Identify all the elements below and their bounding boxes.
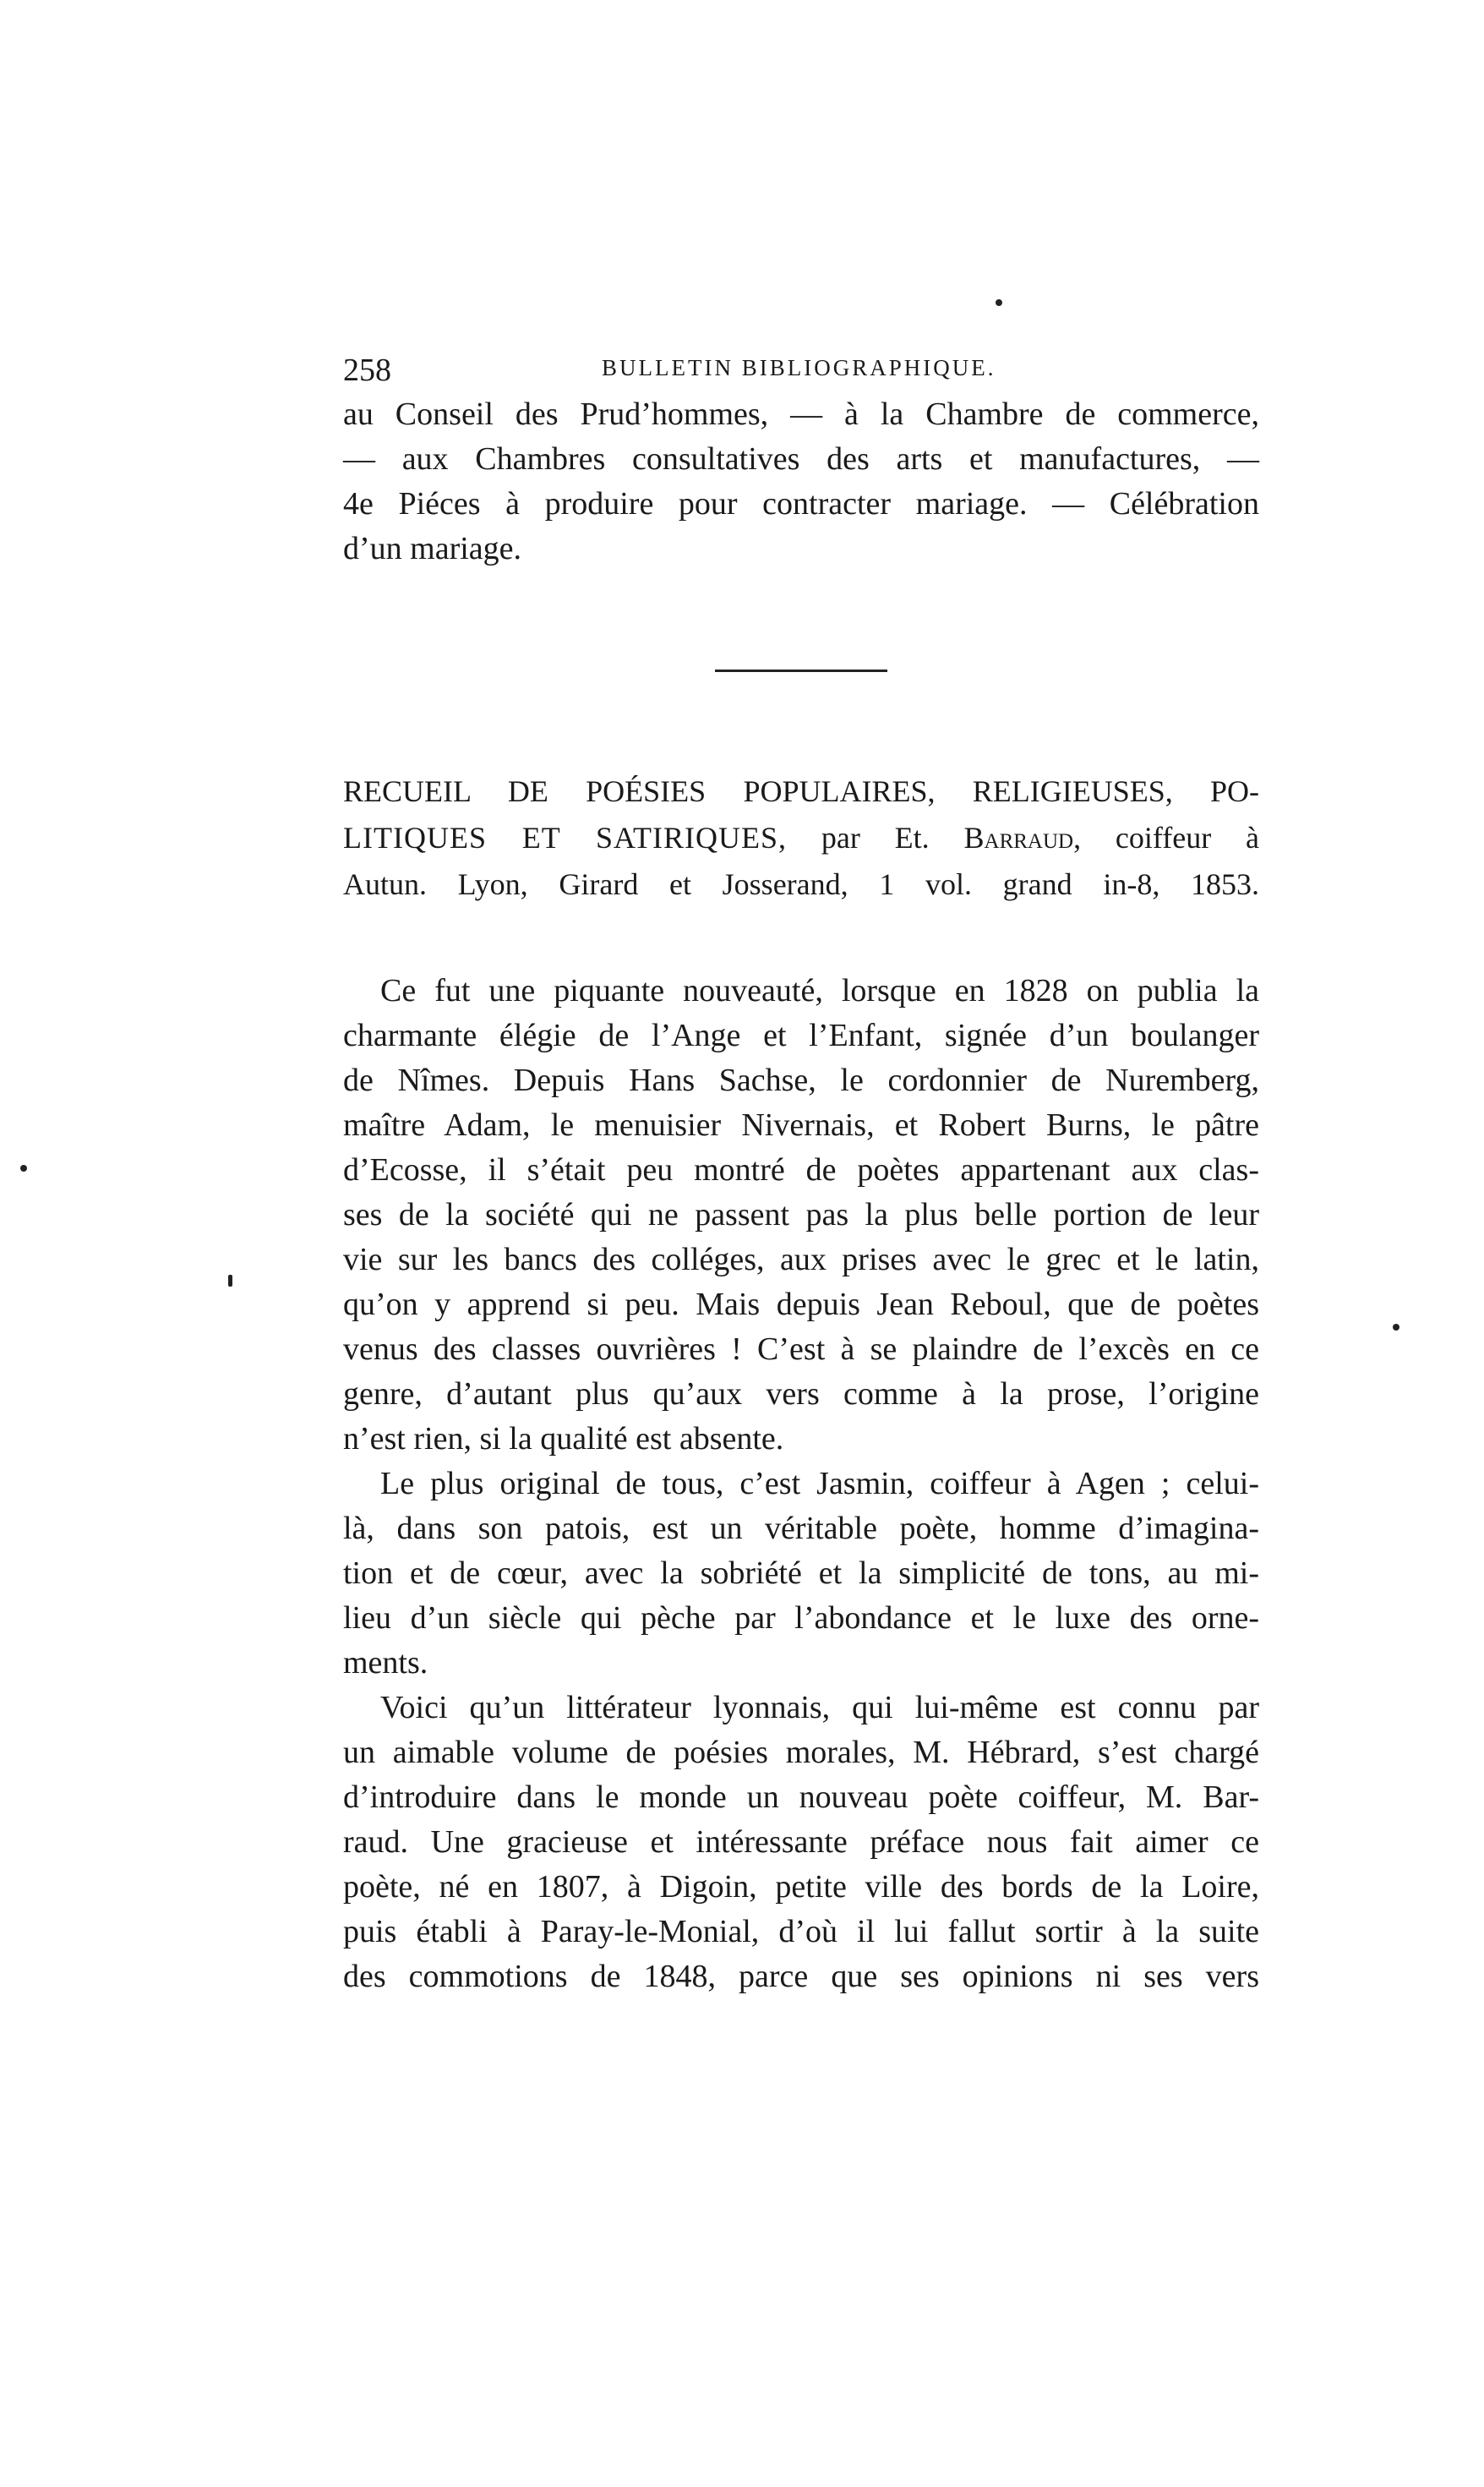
text-line: raud. Une gracieuse et intéressante préface nous fait aimer ce	[343, 1824, 1259, 1860]
spacer	[343, 908, 1259, 969]
title-caps: LITIQUES ET SATIRIQUES,	[343, 821, 787, 855]
title-line	[343, 815, 1259, 861]
page-number: 258	[343, 353, 391, 388]
text-line: puis établi à Paray-le-Monial, d’où il lui fallut sortir à la suite	[343, 1914, 1259, 1949]
review-title	[343, 768, 1259, 908]
section-divider	[715, 670, 887, 672]
text-line: charmante élégie de l’Ange et l’Enfant, signée d’un boulanger	[343, 1018, 1259, 1053]
text-line: tion et de cœur, avec la sobriété et la simplicité de tons, au mi-	[343, 1555, 1259, 1591]
text-line: lieu d’un siècle qui pèche par l’abondance et le luxe des orne-	[343, 1600, 1259, 1636]
text-line: ses de la société qui ne passent pas la plus belle portion de leur	[343, 1197, 1259, 1233]
text-line: d’un mariage.	[343, 531, 522, 566]
title-line: RECUEIL DE POÉSIES POPULAIRES, RELIGIEUSES, PO-	[343, 774, 1259, 808]
continuation-text	[343, 392, 1259, 571]
title-by: par Et.	[821, 821, 930, 855]
paragraph-1	[343, 969, 1259, 1462]
text-line: de Nîmes. Depuis Hans Sachse, le cordonnier de Nuremberg,	[343, 1063, 1259, 1098]
text-line: au Conseil des Prud’hommes, — à la Chambre de commerce,	[343, 396, 1259, 432]
text-line: vie sur les bancs des colléges, aux prises avec le grec et le latin,	[343, 1242, 1259, 1277]
text-line: venus des classes ouvrières ! C’est à se plaindre de l’excès en ce	[343, 1331, 1259, 1367]
text-line: là, dans son patois, est un véritable poète, homme d’imagina-	[343, 1511, 1259, 1546]
scan-speck	[228, 1275, 232, 1287]
running-head: BULLETIN BIBLIOGRAPHIQUE.	[602, 355, 996, 380]
text-line: ments.	[343, 1645, 428, 1681]
author-name: Barraud	[963, 821, 1074, 855]
paragraph-3	[343, 1686, 1259, 1999]
book-page	[343, 352, 1259, 1999]
text-line: qu’on y apprend si peu. Mais depuis Jean Reboul, que de poètes	[343, 1287, 1259, 1322]
text-line: Voici qu’un littérateur lyonnais, qui lui-même est connu par	[380, 1690, 1259, 1725]
page-header	[343, 352, 1259, 392]
scan-speck	[1393, 1324, 1399, 1331]
paragraph-2	[343, 1462, 1259, 1686]
text-line: poète, né en 1807, à Digoin, petite ville des bords de la Loire,	[343, 1869, 1259, 1905]
title-line: Autun. Lyon, Girard et Josserand, 1 vol. grand in-8, 1853.	[343, 867, 1259, 901]
text-line: — aux Chambres consultatives des arts et manufactures, —	[343, 441, 1259, 477]
scan-speck	[996, 299, 1002, 306]
text-line: maître Adam, le menuisier Nivernais, et Robert Burns, le pâtre	[343, 1107, 1259, 1143]
text-line: d’Ecosse, il s’était peu montré de poètes appartenant aux clas-	[343, 1152, 1259, 1188]
text-line: Ce fut une piquante nouveauté, lorsque en 1828 on publia la	[380, 973, 1259, 1008]
title-line-end: , coiffeur à	[1073, 821, 1260, 855]
text-line: genre, d’autant plus qu’aux vers comme à la prose, l’origine	[343, 1376, 1259, 1412]
text-line: un aimable volume de poésies morales, M. Hébrard, s’est chargé	[343, 1735, 1259, 1770]
text-line: n’est rien, si la qualité est absente.	[343, 1421, 784, 1457]
scan-speck	[20, 1165, 27, 1172]
text-line: Le plus original de tous, c’est Jasmin, coiffeur à Agen ; celui-	[380, 1466, 1259, 1501]
text-line: 4e Piéces à produire pour contracter mariage. — Célébration	[343, 486, 1259, 522]
text-line: d’introduire dans le monde un nouveau poète coiffeur, M. Bar-	[343, 1779, 1259, 1815]
text-line: des commotions de 1848, parce que ses opinions ni ses vers	[343, 1959, 1259, 1994]
